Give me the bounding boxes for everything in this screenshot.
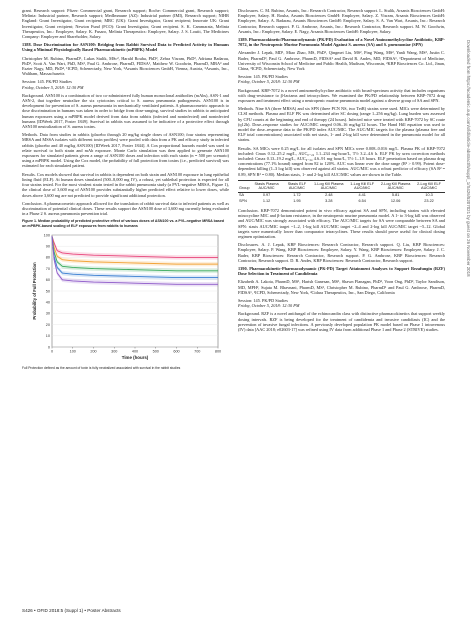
table-cell: 1.12 — [262, 198, 271, 203]
y-tick-label: 70 — [45, 267, 50, 272]
background-paragraph: Background. RZF is a novel antifungal of the echinocandin class with distinctive pharmacokinetics that support weekly dosing intervals. RZF is being developed for the treatment of candidemia and invasive candidiasis (IC) and the prevention of invasive fungal infections. A previously developed population PK model based on Phase 1 intravenous (IV) data [AAC 2018; e02603-17] was refined using IV data from additional Phase 1 and Phase 2 (STRIVE) studies. — [238, 311, 445, 332]
table-cell: 4.41 — [358, 193, 366, 198]
session-label: Session: 145. PK/PD Studies — [238, 297, 288, 303]
session-date: Friday, October 5, 2018: 12:30 PM — [238, 303, 300, 309]
table-header-cell: Group — [238, 180, 251, 192]
table-header-cell: 2-Log Kill ELF AUC/MIC — [413, 180, 445, 192]
table-header-row — [238, 180, 445, 192]
table-cell: 1.72 — [293, 193, 301, 198]
table-cell: SPN — [239, 198, 247, 203]
abstract-title: 1389. Pharmacokinetic/Pharmacodynamic (PK/PD) Evaluation of a Novel Aminomethylcycline Antibiotic, KBP-7072, in the Neutropenic Murine Pneumonia Model Against S. aureus (SA) and S. pneumoniae (SPN) — [238, 37, 445, 48]
series-2-band — [52, 235, 218, 266]
y-axis-label: Probability of Full Protection — [32, 262, 37, 320]
abstract-authors: Alexander J. Lepak, MD¹, Miao Zhao, MS, PhD¹, Qingmei Liu, MS², Ping Wang, MS², Yanli Wang, MS², Justin C. Bader, PharmD³, Paul G. Ambrose, PharmD, FIDSA³ and David R. Andes, MD, FIDSA¹, ¹Department of Medicine, University of Wisconsin School of Medicine and Public Health, Madison, Wisconsin, ²KBP Biosciences Co. Ltd., Jinan, China, ³ICPD, Schenectady, New York — [238, 50, 445, 72]
download-notice: Downloaded from https://academic.oup.com/ofid/article-abstract/5/suppl_1/S426/5207021 by guest on 26 November 2018 — [466, 40, 471, 277]
table-header-cell: Stasis Plasma AUC/MIC — [251, 180, 283, 192]
y-tick-label: 0 — [47, 345, 50, 350]
table-cell: SA — [239, 193, 245, 198]
methods-paragraph: Methods. Nine SA (three MRSA) and six SPN (three PCN NS, two TetR) strains were used. MICs were determined by CLSI methods. Plasma and ELF PK was determined after SC dosing (range 1–256 mg/kg). Lung burden was assessed by CFU counts at the beginning and end of therapy (24 hours). Infected mice were treated with KBP-7072 by SC route (q12h). Dose–response studies for AUC/MIC ranged 0.06–16 mg/kg/12 hours. The Hand Hill equation was used to model the dose–response data to the PK/PD index AUC/MIC. The AUC/MIC targets for the plasma (plasma free and ELF total concentrations) associated with net stasis, 1- and 2-log kill were determined in the pneumonia model for all strains. — [238, 106, 445, 143]
y-tick-label: 90 — [45, 244, 50, 249]
x-tick-label: 600 — [173, 349, 180, 354]
abstract-title: 1388. Dose Discrimination for ASN100: Bridging from Rabbit Survival Data to Predicted Activity in Humans Using a Minimal Physiologically Based Pharmacokinetic (mPBPK) Model — [22, 42, 229, 53]
y-tick-label: 30 — [45, 311, 50, 316]
y-tick-label: 80 — [45, 255, 50, 260]
x-axis-label: Time (hours) — [121, 355, 149, 361]
results-paragraph: Results. SA MICs were 0.25 mg/L for all isolates and SPN MICs were 0.008–0.016 mg/L. Plasma PK of KBP-7072 included: Cmax 0.12–25.2 mg/L, AUC₀₋₂₄ 1.1–234 mg·hour/L, T½ 3.2–4.6 h. ELF PK by urea correction methods included: Cmax 0.13–19.2 mg/L, AUC₀₋₂₄ 4.6–91 mg·hour/L, T½ 1–1.8 hours. ELF penetration based on plasma drug concentrations (77.1% bound) ranged from 82 to 120%. AUC was linear over the dose range (R² > 0.99). Potent dose-dependent killing (1–3 log kill) was observed against all strains. AUC/MIC was a robust predictor of efficacy (SA R² = 0.89, SPN R² = 0.80). Median stasis, 1- and 2-log kill AUC/MIC values are shown in the Table. — [238, 145, 445, 177]
previous-abstract-disclosures: Disclosures. C. M. Rubino, Arsanis, Inc.: Research Contractor, Research support. L. Stulik, Arsanis Biosciences GmbH: Employee, Salary. H. Rouha, Arsanis Biosciences GmbH: Employee, Salary. Z. Visram, Arsanis Biosciences GmbH: Employee, Salary. A. Badarau, Arsanis Biosciences GmbH: Employee, Salary. S. A. Van Wart, Arsanis, Inc.: Research Contractor, Research support. P. G. Ambrose, Arsanis, Inc.: Research Contractor, Research support. M. W. Goodwin, Arsanis, Inc.: Employee, Salary. E. Nagy, Arsanis Biosciences GmbH: Employee, Salary. — [238, 8, 445, 34]
left-column — [22, 8, 229, 373]
table-cell: 12.06 — [390, 198, 401, 203]
table-header-cell: 1-Log Kill ELF AUC/MIC — [346, 180, 378, 192]
right-column — [238, 8, 445, 335]
x-tick-label: 500 — [152, 349, 159, 354]
y-tick-label: 50 — [45, 289, 50, 294]
abstract-authors: Elizabeth A. Lakota, PharmD, MS¹, Harish Ganesan, MS¹, Shawn Flanagan, PhD², Voon Ong, PhD², Taylor Sandison, MD, MPH², Sujata M. Bhavnani, PharmD, MS¹, Christopher M. Rubino, PharmD¹ and Paul G. Ambrose, PharmD, FIDSA¹, ¹ICPD, Schenectady, New York, ²Cidara Therapeutics, Inc., San Diego, California — [238, 279, 445, 295]
session-label: Session: 145. PK/PD Studies — [22, 79, 72, 85]
table-cell: 2.48 — [325, 193, 333, 198]
background-paragraph: Background. KBP-7072 is a novel aminomethylcycline antibiotic with broad-spectrum activity that includes organisms with drug-resistance to β-lactams and tetracyclines. We examined the PK/PD relationship between KBP-7072 drug exposures and treatment effect using a neutropenic murine pneumonia model against a diverse group of SA and SPN. — [238, 87, 445, 104]
y-tick-label: 40 — [45, 300, 50, 305]
results-paragraph: Results. Cox models showed that survival in rabbits is dependent on both strain and ASN100 exposure in lung epithelial lining fluid (ELF). At human doses simulated (500–8,000 mg IV), a robust, yet sublethal protection is expected for all four strains tested. For the most virulent strain tested in the rabbit pneumonia study (a PVL-negative MRSA, Figure 1), the clinical dose of 3,600 mg of ASN100 provides substantially higher predicted effect relative to lower doses, while doses above 3,600 mg are not predicted to provide significant additional protection. — [22, 171, 229, 198]
abstract-title: 1390. Pharmacokinetic-Pharmacodynamic (PK-PD) Target Attainment Analyses to Support Rezafungin (RZF) Dose Selection in Treatment of Candidemia — [238, 265, 445, 277]
x-tick-label: 800 — [214, 349, 222, 354]
session-date: Friday, October 5, 2018: 12:30 PM — [238, 79, 300, 85]
table-cell: 3.28 — [325, 198, 333, 203]
x-tick-label: 700 — [194, 349, 201, 354]
session-date: Friday, October 5, 2018: 12:30 PM — [22, 84, 84, 90]
table-cell: 5.81 — [391, 193, 400, 198]
disclosures-paragraph: Disclosures. A. J. Lepak, KBP Biosciences: Research Contractor, Research support. Q. Liu, KBP Biosciences: Employee, Salary. P. Wang, KBP Biosciences: Employee, Salary. Y. Wang, KBP Biosciences: Employee, Salary. J. C. Bader, KBP Biosciences: Research Contractor, Research support. P. G. Ambrose, KBP Biosciences: Research Contractor, Research support. D. R. Andes, KBP Biosciences: Research Contractor, Research support. — [238, 242, 445, 263]
protection-probability-chart — [22, 229, 229, 365]
conclusion-paragraph: Conclusion. A pharmacometric approach allowed for the translation of rabbit survival data to infected patients as well as discrimination of potential clinical doses. These results support the ASN100 dose of 3,600 mg currently being evaluated in a Phase 2 S. aureus pneumonia prevention trial. — [22, 200, 229, 217]
x-tick-label: 100 — [69, 349, 76, 354]
x-tick-label: 200 — [90, 349, 97, 354]
conclusion-paragraph: Conclusion. KBP-7072 demonstrated potent in vivo efficacy against SA and SPN, including strains with elevated minocycline MIC and β-lactam resistance, in the neutropenic murine pneumonia model. A 1- to 3-log kill was observed and AUC/MIC was strongly associated with efficacy. The AUC/MIC targets for SA were comparable between SA and SPN: stasis AUC/MIC target ~1–2, 1-log kill AUC/MIC target ~2–4 and 2-log kill AUC/MIC target ~5–12. Global targets were numerically lower than comparator tetracyclines. These results should prove useful for clinical dosing regimen optimization. — [238, 207, 445, 239]
x-tick-label: 0 — [50, 349, 54, 354]
page-footer: S426 • OFID 2018:5 (Suppl 1) • Poster Abstracts — [22, 607, 121, 613]
x-tick-label: 300 — [111, 349, 118, 354]
background-paragraph: Background. ASN100 is a combination of two co-administered fully human monoclonal antibodies (mAbs), ASN-1 and ASN-2, that together neutralize the six cytotoxins critical to S. aureus pneumonia pathogenesis. ASN100 is in development for prevention of S. aureus pneumonia in mechanically ventilated patients. A pharmacometric approach to dose discrimination in humans was taken in order to bridge from dose-ranging, survival studies in rabbits to anticipated human exposures using a mPBPK model derived from data from rabbits (infected and noninfected) and noninfected humans [IDWeek 2017, Poster 1849]. Survival in rabbits was assumed to be indicative of a protective effect through ASN100 neutralization of S. aureus toxins. — [22, 92, 229, 130]
figure-title: Figure 1. Median probability of predicted protective effect of various doses of ASN100 vs. a PVL-negative MRSA based on mPBPK-based scaling of ELF exposures from rabbits to humans — [22, 219, 225, 228]
x-tick-label: 400 — [131, 349, 139, 354]
session-label: Session: 145. PK/PD Studies — [238, 74, 288, 80]
table-cell: 6.54 — [358, 198, 366, 203]
abstract-authors: Christopher M. Rubino, PharmD¹, Lukas Stulik, MSc², Harald Rouha, PhD², Zehra Visram, PhD², Adriana Badarau, PhD², Scott A. Van Wart, PhD, MS¹, Paul G. Ambrose, PharmD, FIDSA¹, Matthew W. Goodwin, PharmD, MBA³ and Eszter Nagy, MD, PhD⁴, ¹ICPD, Schenectady, New York, ²Arsanis Biosciences GmbH, Vienna, Austria, ³Arsanis, Inc., Waltham, Massachusetts — [22, 55, 229, 77]
y-tick-label: 20 — [45, 323, 50, 328]
figure-caption: Full Protection defined as the amount of toxin is fully neutralized associated with survival in the rabbit studies — [22, 366, 181, 371]
table-header-cell: 1-Log Kill Plasma AUC/MIC — [311, 180, 346, 192]
methods-paragraph: Methods. Data from studies in rabbits (placebo through 20 mg/kg single doses of ASN100; four strains representing MRSA and MSSA isolates with different toxin profiles) were pooled with data from a PK and efficacy study in infected rabbits (placebo and 40 mg/kg ASN100) [IDWeek 2017, Poster 1844]. A Cox proportional hazards model was used to relate survival to both strain and mAb exposure. Monte Carlo simulation was then applied to generate ASN100 exposures for simulated patients given a range of ASN100 doses and infection with each strain (n = 500 per scenario) using a mPBPK model. Using the Cox model, the probability of full protection from toxins (i.e., predicted survival) was estimated for each simulated patient. — [22, 132, 229, 169]
table-row — [238, 198, 445, 204]
y-tick-label: 60 — [45, 278, 50, 283]
table-cell: 1.95 — [293, 198, 301, 203]
y-tick-label: 10 — [45, 334, 50, 339]
y-tick-label: 100 — [43, 233, 50, 238]
table-cell: 23.22 — [424, 198, 434, 203]
auc-mic-table — [238, 180, 445, 204]
table-header-cell: 2-Log Kill Plasma AUC/MIC — [378, 180, 413, 192]
download-watermark — [464, 40, 472, 580]
table-header-cell: Stasis ELF AUC/MIC — [283, 180, 312, 192]
table-cell: 0.97 — [262, 193, 271, 198]
previous-abstract-disclosures: grant. Research support: Pfizer: Commercial grant, Research support; Roche: Commercial grant, Research support; Melinta: Industrial partner, Research support; MedImmune (AZ): Industrial partner (IMI), Research support; NIHR England: Grant Investigator, Grant recipient; MRC (UK): Grant Investigator, Grant recipient; Innovate UK: Grant Investigator, Grant recipient; Newton Fund (FCO): Grant Investigator, Grant recipient. S. K. Cammarata, Melinta Therapeutics, Inc.: Employee, Salary. K. Fusaro, Melinta Therapeutics: Employee, Salary. J. S. Loutit, The Medicines Company: Employee and Shareholder, Salary. — [22, 8, 229, 40]
table-cell: 10.3 — [425, 193, 433, 198]
